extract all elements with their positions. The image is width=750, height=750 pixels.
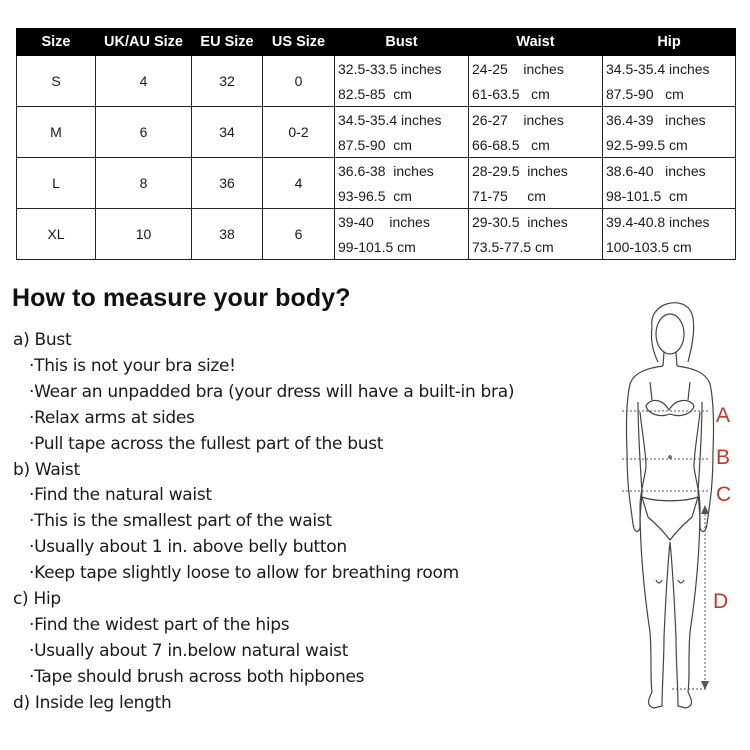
cell-hip-cm: 98-101.5 cm [603,183,736,209]
table-row [17,107,736,133]
instruction-item: ·Find the natural waist [29,485,212,506]
cell-hip-cm: 100-103.5 cm [603,234,736,260]
label-d: D [713,590,729,613]
cell-waist-inches: 26-27 inches [469,107,603,133]
table-row [17,56,736,82]
cell-uk-au-size: 4 [96,56,192,107]
cell-eu-size: 32 [192,56,263,107]
cell-bust-cm: 87.5-90 cm [335,132,469,158]
instruction-item: ·Keep tape slightly loose to allow for breathing room [29,563,459,584]
header-us-size: US Size [263,29,335,56]
cell-waist-cm: 71-75 cm [469,183,603,209]
cell-hip-cm: 87.5-90 cm [603,81,736,107]
cell-bust-inches: 32.5-33.5 inches [335,56,469,82]
table-row [17,158,736,184]
cell-eu-size: 34 [192,107,263,158]
size-chart-table [16,28,736,260]
cell-eu-size: 36 [192,158,263,209]
cell-hip-inches: 36.4-39 inches [603,107,736,133]
header-size: Size [17,29,96,56]
instruction-heading: a) Bust [13,330,72,350]
cell-bust-cm: 99-101.5 cm [335,234,469,260]
instruction-heading: b) Waist [13,459,80,480]
instruction-item: ·Tape should brush across both hipbones [29,666,365,687]
instruction-item: ·Pull tape across the fullest part of the bust [29,433,384,454]
instruction-heading: c) Hip [13,589,61,609]
header-waist: Waist [469,29,603,56]
label-a: A [716,404,731,427]
measure-guide-title: How to measure your body? [12,284,351,312]
cell-waist-inches: 28-29.5 inches [469,158,603,184]
body-measurement-figure [600,292,750,722]
table-body [17,56,736,260]
cell-bust-inches: 34.5-35.4 inches [335,107,469,133]
table-row [17,209,736,235]
cell-uk-au-size: 6 [96,107,192,158]
header-bust: Bust [335,29,469,56]
instruction-item: ·This is not your bra size! [29,355,236,376]
cell-size: M [17,107,96,158]
cell-us-size: 0 [263,56,335,107]
header-eu-size: EU Size [192,29,263,56]
cell-waist-inches: 24-25 inches [469,56,603,82]
cell-hip-cm: 92.5-99.5 cm [603,132,736,158]
instruction-item: ·Find the widest part of the hips [29,614,290,635]
cell-uk-au-size: 10 [96,209,192,260]
instruction-item: ·Wear an unpadded bra (your dress will have a built-in bra) [29,381,515,402]
cell-size: S [17,56,96,107]
cell-waist-inches: 29-30.5 inches [469,209,603,235]
body-outline [626,303,713,708]
instruction-item: ·Usually about 7 in.below natural waist [29,640,349,661]
cell-uk-au-size: 8 [96,158,192,209]
cell-bust-cm: 82.5-85 cm [335,81,469,107]
cell-size: L [17,158,96,209]
cell-hip-inches: 39.4-40.8 inches [603,209,736,235]
instruction-heading: d) Inside leg length [13,692,172,713]
cell-waist-cm: 66-68.5 cm [469,132,603,158]
leg-arrow-bottom-icon [701,681,709,690]
instruction-item: ·Usually about 1 in. above belly button [29,537,347,558]
label-c: C [716,483,732,506]
cell-bust-cm: 93-96.5 cm [335,183,469,209]
label-b: B [716,446,731,469]
cell-waist-cm: 73.5-77.5 cm [469,234,603,260]
cell-eu-size: 38 [192,209,263,260]
cell-hip-inches: 34.5-35.4 inches [603,56,736,82]
instruction-item: ·Relax arms at sides [29,407,195,428]
table-header-row [17,29,736,56]
cell-us-size: 6 [263,209,335,260]
cell-us-size: 4 [263,158,335,209]
header-uk-au-size: UK/AU Size [96,29,192,56]
instruction-item: ·This is the smallest part of the waist [29,511,332,532]
leg-arrow-top-icon [701,505,709,514]
cell-waist-cm: 61-63.5 cm [469,81,603,107]
cell-bust-inches: 36.6-38 inches [335,158,469,184]
cell-size: XL [17,209,96,260]
header-hip: Hip [603,29,736,56]
cell-us-size: 0-2 [263,107,335,158]
cell-bust-inches: 39-40 inches [335,209,469,235]
cell-hip-inches: 38.6-40 inches [603,158,736,184]
